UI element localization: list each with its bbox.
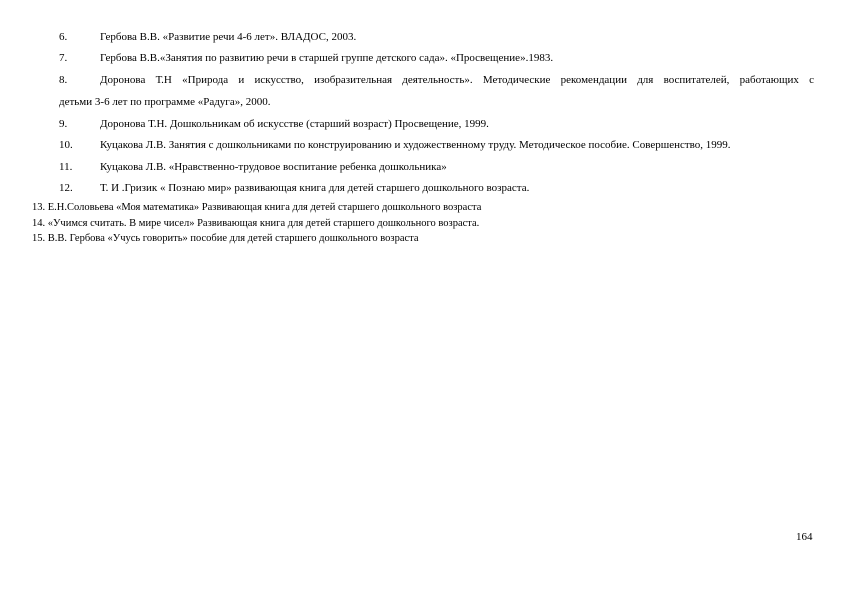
reference-number: 6. bbox=[59, 31, 68, 43]
reference-text: Гербова В.В.«Занятия по развитию речи в старшей группе детского сада». «Просвещение».1983. bbox=[100, 52, 554, 64]
reference-item-13: 13. Е.Н.Соловьева «Моя математика» Развивающая книга для детей старшего дошкольного возраста bbox=[32, 202, 482, 213]
reference-text: Куцакова Л.В. Занятия с дошкольниками по конструированию и художественному труду. Методическое пособие. Совершенство, 1999. bbox=[100, 139, 731, 151]
reference-item-14: 14. «Учимся считать. В мире чисел» Развивающая книга для детей старшего дошкольного возраста. bbox=[32, 218, 480, 229]
reference-item-8 bbox=[59, 73, 814, 87]
reference-number: 9. bbox=[59, 118, 68, 130]
reference-number: 11. bbox=[59, 161, 73, 173]
reference-item-15: 15. В.В. Гербова «Учусь говорить» пособие для детей старшего дошкольного возраста bbox=[32, 233, 419, 244]
reference-text: Т. И .Гризик « Познаю мир» развивающая книга для детей старшего дошкольного возраста. bbox=[100, 182, 530, 194]
reference-number: 8. bbox=[59, 74, 68, 86]
reference-text: Куцакова Л.В. «Нравственно-трудовое воспитание ребенка дошкольника» bbox=[100, 161, 447, 173]
reference-number: 10. bbox=[59, 139, 73, 151]
reference-number: 12. bbox=[59, 182, 73, 194]
reference-continuation: детьми 3-6 лет по программе «Радуга», 2000. bbox=[59, 96, 271, 108]
reference-text: Доронова Т.Н «Природа и искусство, изобразительная деятельность». Методические рекомендации для воспитателей, работающих с bbox=[100, 74, 814, 86]
reference-number: 7. bbox=[59, 52, 68, 64]
reference-text: Доронова Т.Н. Дошкольникам об искусстве (старший возраст) Просвещение, 1999. bbox=[100, 118, 489, 130]
reference-text: Гербова В.В. «Развитие речи 4-6 лет». ВЛАДОС, 2003. bbox=[100, 31, 357, 43]
page-number: 164 bbox=[796, 531, 813, 543]
